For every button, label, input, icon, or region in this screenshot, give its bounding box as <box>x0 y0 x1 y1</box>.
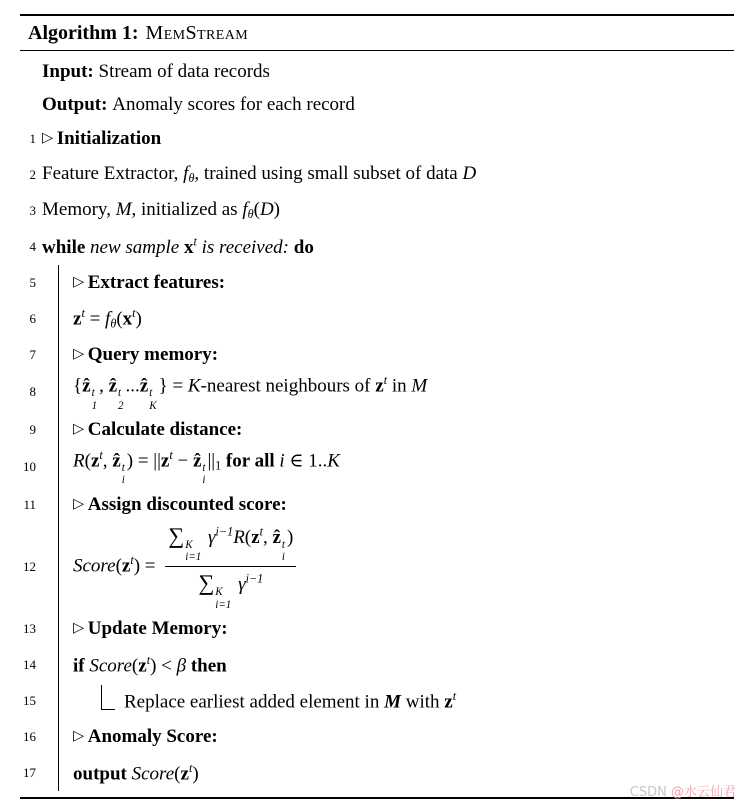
algorithm-label: Algorithm 1: <box>28 21 139 44</box>
text-segment: Extract features: <box>87 272 226 293</box>
sup-sub-script <box>92 387 98 412</box>
algo-line-3 <box>20 193 734 229</box>
text-segment: ▷ <box>73 728 88 744</box>
algo-line-1 <box>20 121 734 157</box>
text-segment: Feature Extractor, <box>42 163 184 185</box>
line-content <box>73 344 218 366</box>
text-segment: output <box>73 763 132 785</box>
text-segment: Score <box>131 763 175 785</box>
text-segment: M <box>384 691 401 713</box>
superscript: t <box>121 462 125 475</box>
text-segment: ▷ <box>73 346 88 362</box>
line-number: 6 <box>29 311 36 326</box>
superscript: t <box>149 387 153 400</box>
base-indent <box>42 199 280 222</box>
text-segment: ) = || <box>126 450 161 472</box>
text-segment: ( <box>116 308 123 330</box>
text-segment: R <box>233 526 245 548</box>
text-segment: ( <box>253 199 260 221</box>
text-segment: t <box>193 234 197 249</box>
algorithm-box <box>20 14 734 799</box>
text-segment: ▷ <box>73 620 88 636</box>
text-segment: M <box>411 375 428 397</box>
algo-line-9 <box>20 412 734 448</box>
text-segment: i−1 <box>215 524 234 539</box>
text-segment: t <box>132 306 136 321</box>
text-segment: z <box>444 691 453 713</box>
line-content <box>42 61 270 83</box>
text-segment: z <box>180 763 189 785</box>
text-segment: ẑ <box>139 375 149 397</box>
text-segment: z <box>90 450 100 472</box>
line-content <box>73 726 218 748</box>
text-segment: θ <box>110 316 117 331</box>
text-segment: || <box>207 450 216 472</box>
text-segment: ) <box>273 199 280 221</box>
text-segment: , <box>262 526 273 548</box>
algorithm-header <box>20 16 734 51</box>
while-block-indent <box>58 719 734 755</box>
sup-sub-script <box>202 462 205 487</box>
subscript: i <box>121 474 125 487</box>
subscript: i=1 <box>215 598 232 611</box>
watermark <box>630 781 736 800</box>
fraction <box>165 523 296 611</box>
text-segment: ) = <box>133 555 161 577</box>
algo-line-7 <box>20 337 734 373</box>
text-segment: Assign discounted score: <box>87 493 287 515</box>
text-segment: Update Memory: <box>87 618 228 639</box>
sup-sub-script <box>185 539 201 564</box>
fraction-denominator <box>195 567 266 611</box>
text-segment: Score <box>73 555 116 577</box>
text-segment: t <box>130 552 134 567</box>
subscript: i <box>281 551 285 564</box>
text-segment: ẑ <box>272 526 281 548</box>
algo-line-13 <box>20 611 734 647</box>
text-segment: Stream of data records <box>98 60 270 82</box>
text-segment: ẑ <box>108 375 118 397</box>
text-segment: t <box>169 447 173 462</box>
text-segment: f <box>105 308 111 330</box>
algo-line-2 <box>20 157 734 193</box>
while-block-indent <box>58 373 734 412</box>
algo-line-5 <box>20 265 734 301</box>
text-segment: R <box>73 450 85 472</box>
while-block-indent <box>58 487 734 523</box>
text-segment: , <box>102 450 113 472</box>
line-content <box>42 128 161 149</box>
text-segment: t <box>259 524 263 539</box>
text-segment: θ <box>247 207 254 222</box>
algo-line-11 <box>20 487 734 523</box>
algorithm-body <box>20 51 734 797</box>
superscript: t <box>202 462 206 475</box>
text-segment: Query memory: <box>87 344 219 365</box>
input-row <box>20 55 734 88</box>
line-content <box>73 373 427 412</box>
text-segment: { <box>73 375 83 397</box>
text-segment: ▷ <box>73 274 88 290</box>
text-segment: z <box>73 308 82 330</box>
text-segment: 1 <box>215 458 222 473</box>
text-segment: new sample <box>90 237 184 259</box>
text-segment: t <box>81 306 85 321</box>
output-row <box>20 88 734 121</box>
text-segment: } = <box>158 375 188 397</box>
line-content <box>124 689 456 713</box>
text-segment: γ <box>233 574 246 596</box>
text-segment: ▷ <box>73 420 88 437</box>
text-segment: t <box>188 760 193 775</box>
text-segment: , trained using small subset of data <box>194 163 463 185</box>
text-segment: i−1 <box>245 572 264 587</box>
text-segment: ( <box>174 763 181 785</box>
text-segment: Memory, <box>42 199 116 221</box>
while-block-indent <box>58 683 734 719</box>
line-number: 10 <box>23 459 36 475</box>
text-segment: for all <box>225 450 280 472</box>
superscript: t <box>281 538 285 551</box>
text-segment: t <box>452 688 457 703</box>
text-segment: Calculate distance: <box>87 418 243 440</box>
text-segment: z <box>138 655 147 677</box>
text-segment: ) <box>286 526 294 548</box>
algo-line-14 <box>20 647 734 683</box>
line-content <box>73 761 199 785</box>
text-segment: ẑ <box>82 375 91 397</box>
algo-line-6 <box>20 301 734 337</box>
superscript: K <box>185 538 193 551</box>
text-segment: is received: <box>196 237 294 259</box>
line-content <box>42 199 280 220</box>
algo-line-15 <box>20 683 734 719</box>
text-segment: ( <box>131 655 139 677</box>
algo-line-8 <box>20 373 734 412</box>
block-end-corner-icon <box>101 685 115 710</box>
line-content <box>73 523 296 611</box>
watermark-csdn: CSDN <box>629 785 671 800</box>
text-segment: β <box>176 655 187 677</box>
text-segment: Output: <box>42 93 113 115</box>
text-segment: ) < <box>150 655 177 677</box>
while-block-indent <box>58 523 734 611</box>
text-segment: with <box>400 691 445 713</box>
text-segment: M <box>115 199 132 221</box>
text-segment: = <box>84 308 106 330</box>
text-segment: ( <box>244 526 252 548</box>
superscript: t <box>91 387 95 400</box>
while-block-indent <box>58 611 734 647</box>
line-number: 16 <box>23 729 36 744</box>
text-segment: D <box>259 199 274 221</box>
text-segment: , <box>99 375 109 397</box>
line-content <box>73 448 340 487</box>
text-segment: ▷ <box>42 130 57 146</box>
line-number: 1 <box>29 131 36 146</box>
line-content <box>73 306 142 331</box>
text-segment: i <box>279 450 285 472</box>
line-number: 3 <box>29 203 36 218</box>
line-number: 5 <box>29 275 36 290</box>
fraction-numerator <box>165 523 296 568</box>
line-number: 2 <box>29 167 36 182</box>
watermark-username: @水云仙君 <box>670 785 736 800</box>
line-content <box>42 163 476 184</box>
subscript: i=1 <box>185 551 202 564</box>
text-segment: K <box>187 375 201 397</box>
text-segment: t <box>146 652 151 667</box>
while-block-indent <box>58 448 734 487</box>
while-block-indent <box>58 301 734 337</box>
while-block-indent <box>58 337 734 373</box>
text-segment: D <box>462 163 477 185</box>
text-segment: ) <box>135 308 142 330</box>
text-segment: x <box>183 237 194 259</box>
line-number: 4 <box>29 239 36 254</box>
while-block-indent <box>58 412 734 448</box>
sup-sub-script <box>215 586 231 611</box>
line-number: 13 <box>23 621 36 636</box>
text-segment: θ <box>188 171 195 186</box>
line-content <box>42 234 314 259</box>
algo-line-10 <box>20 448 734 487</box>
text-segment: ∈ 1.. <box>284 450 328 472</box>
base-indent <box>42 163 476 186</box>
text-segment: ▷ <box>73 495 88 512</box>
text-segment: ẑ <box>112 450 121 472</box>
line-number: 9 <box>29 421 36 437</box>
text-segment: Initialization <box>56 128 162 149</box>
base-indent <box>42 235 314 259</box>
text-segment: then <box>190 655 227 677</box>
superscript: K <box>215 586 223 599</box>
text-segment: z <box>160 450 170 472</box>
line-number: 12 <box>23 558 36 574</box>
base-indent <box>42 128 161 150</box>
text-segment: Score <box>89 655 132 677</box>
text-segment: z <box>375 375 384 397</box>
text-segment: in <box>387 375 412 397</box>
line-number: 7 <box>29 347 36 362</box>
algo-line-4 <box>20 229 734 265</box>
text-segment: -nearest neighbours of <box>200 375 376 397</box>
text-segment: x <box>122 308 133 330</box>
line-number: 11 <box>23 496 36 512</box>
subscript: 2 <box>118 399 124 412</box>
algo-line-17 <box>20 755 734 791</box>
text-segment: ẑ <box>192 450 202 472</box>
subscript: i <box>202 474 206 487</box>
text-segment: ) <box>192 763 199 785</box>
text-segment: z <box>121 555 131 577</box>
algo-line-16 <box>20 719 734 755</box>
text-segment: , initialized as <box>131 199 243 221</box>
line-content <box>73 618 228 640</box>
line-content <box>42 94 355 116</box>
sup-sub-script <box>282 539 285 564</box>
line-number: 17 <box>23 765 36 780</box>
line-number: 14 <box>23 657 36 672</box>
text-segment: Replace earliest added element in <box>124 691 385 713</box>
text-segment: f <box>183 163 189 185</box>
text-segment: do <box>293 237 314 259</box>
superscript: t <box>118 387 122 400</box>
text-segment: Anomaly scores for each record <box>112 93 355 115</box>
subscript: 1 <box>91 399 98 412</box>
text-segment: t <box>99 447 103 462</box>
text-segment: ... <box>125 375 140 397</box>
text-segment: γ <box>203 526 216 548</box>
text-segment: Input: <box>42 60 99 82</box>
algo-line-12 <box>20 523 734 611</box>
sup-sub-script <box>122 462 125 487</box>
line-number: 15 <box>23 693 36 708</box>
text-segment: − <box>172 450 193 472</box>
line-number: 8 <box>29 384 36 400</box>
line-content <box>73 494 287 516</box>
while-block-indent <box>58 265 734 301</box>
while-block-indent <box>58 647 734 683</box>
line-content <box>73 653 227 677</box>
text-segment: ( <box>84 450 91 472</box>
text-segment: ∑ <box>198 570 215 596</box>
sup-sub-script <box>149 387 156 412</box>
line-content <box>73 272 225 294</box>
text-segment: f <box>242 199 248 221</box>
subscript: K <box>149 399 157 412</box>
line-content <box>73 419 242 441</box>
text-segment: K <box>327 450 340 472</box>
text-segment: t <box>383 373 388 387</box>
text-segment: ∑ <box>168 522 185 548</box>
sup-sub-script <box>118 387 124 412</box>
text-segment: ( <box>115 555 122 577</box>
text-segment: while <box>42 237 91 259</box>
text-segment: z <box>251 526 260 548</box>
text-segment: Anomaly Score: <box>87 726 218 747</box>
algorithm-title: MemStream <box>145 21 249 44</box>
text-segment: if <box>73 655 90 677</box>
